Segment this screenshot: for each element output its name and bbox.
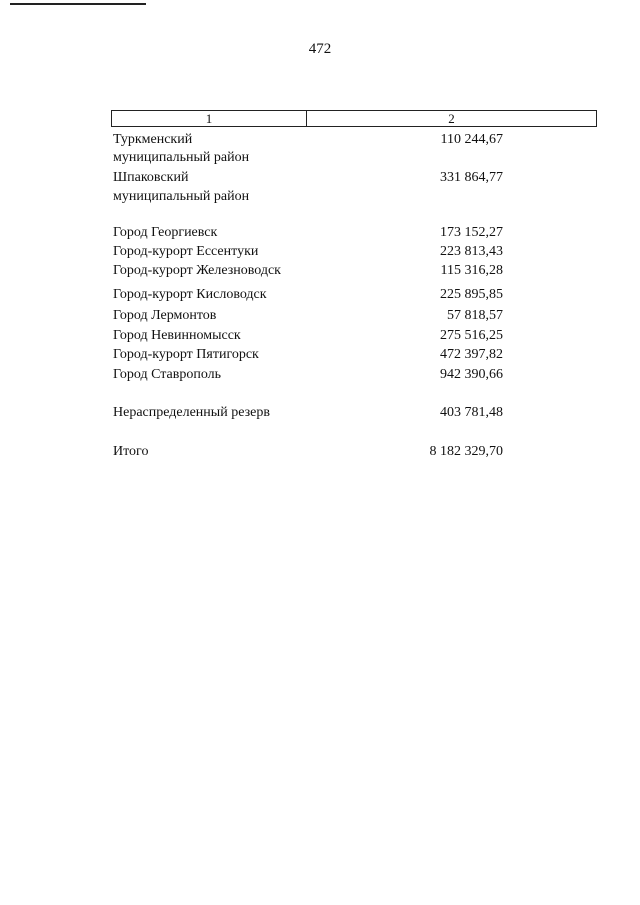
total-value: 8 182 329,70 [429, 444, 503, 459]
row-name: Город Георгиевск [113, 225, 218, 240]
top-rule [10, 3, 146, 5]
row-name: Туркменский [113, 132, 193, 147]
header-col-1: 1 [112, 111, 307, 126]
table-header [111, 110, 597, 127]
row-value: 275 516,25 [440, 328, 503, 343]
row-value: 225 895,85 [440, 287, 503, 302]
row-name: Город-курорт Кисловодск [113, 287, 267, 302]
row-value: 115 316,28 [440, 263, 503, 278]
row-value: 472 397,82 [440, 347, 503, 362]
row-value: 57 818,57 [447, 308, 503, 323]
page-number: 472 [308, 41, 332, 57]
row-value: 403 781,48 [440, 405, 503, 420]
row-name: Город Лермонтов [113, 308, 217, 323]
row-name: Город Ставрополь [113, 367, 222, 382]
row-name: Город-курорт Ессентуки [113, 244, 259, 259]
row-name: Город Невинномысск [113, 328, 241, 343]
header-col-2: 2 [448, 111, 455, 126]
row-value: 331 864,77 [440, 170, 503, 185]
row-value: 173 152,27 [440, 225, 503, 240]
total-label: Итого [113, 444, 149, 459]
row-name: Нераспределенный резерв [113, 405, 270, 420]
row-name-line2: муниципальный район [113, 189, 250, 204]
row-name: Шпаковский [113, 170, 189, 185]
row-name: Город-курорт Железноводск [113, 263, 281, 278]
row-name-line2: муниципальный район [113, 150, 250, 165]
row-value: 110 244,67 [440, 132, 503, 147]
row-value: 942 390,66 [440, 367, 503, 382]
row-value: 223 813,43 [440, 244, 503, 259]
row-name: Город-курорт Пятигорск [113, 347, 259, 362]
